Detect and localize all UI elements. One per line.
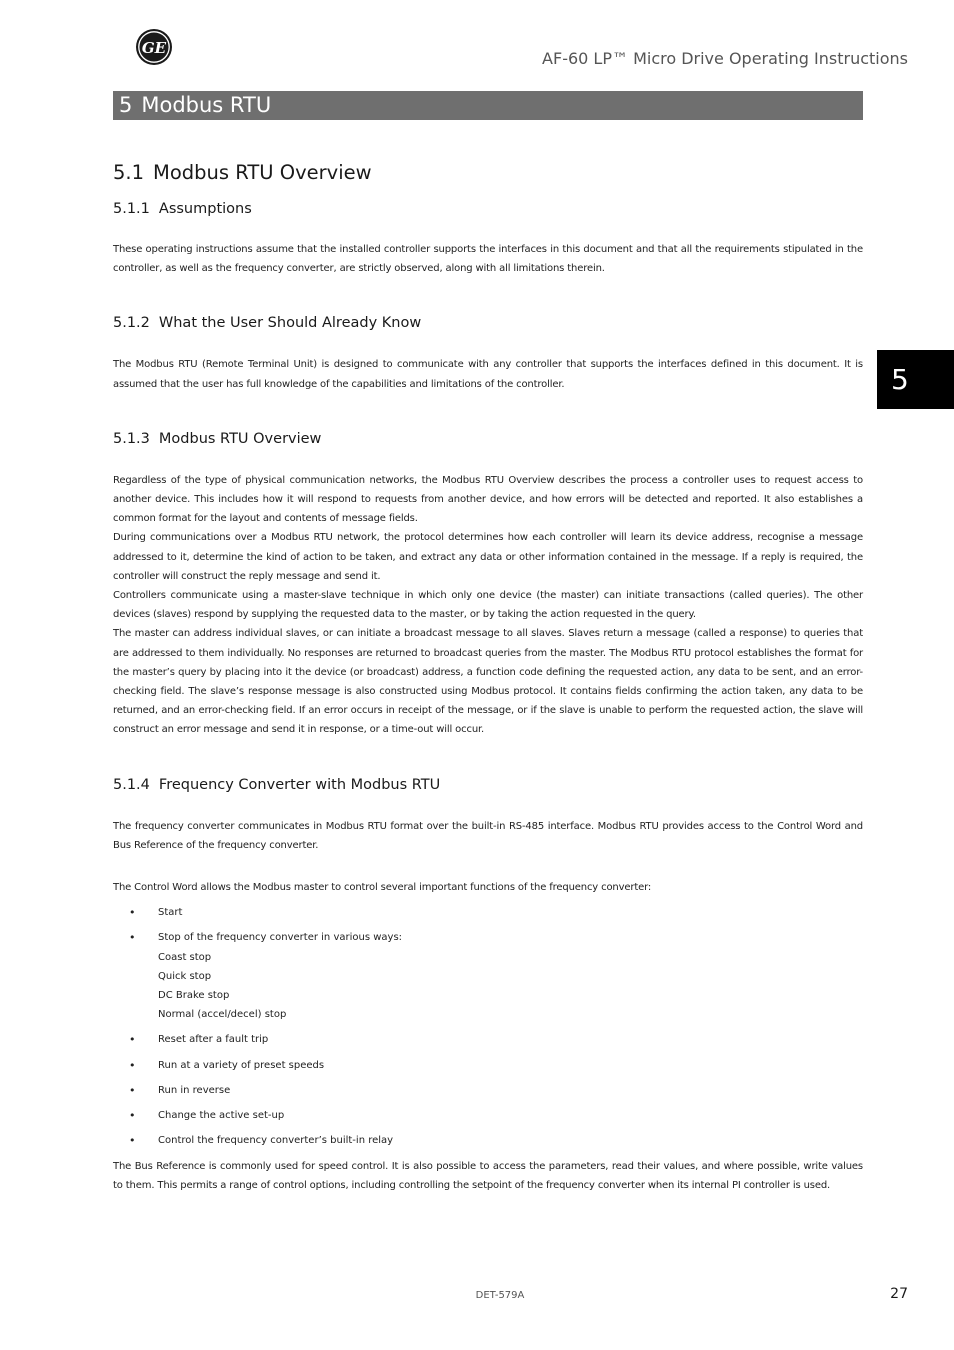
page-number: 27 [890,1286,908,1302]
ge-logo [135,28,173,66]
paragraph: The Bus Reference is commonly used for speed control. It is also possible to access the parameters, read their values, and where possible, write values to them. This permits a range of control options, including controlling the setpoint of the frequency converter when its internal PI controller is used. [113,1160,863,1191]
bullet-icon: • [129,1058,136,1072]
control-word-function-list [113,903,863,1150]
list-sub-item: Coast stop [158,951,212,963]
chapter-side-tab: 5 [877,350,954,409]
document-title: AF-60 LP™ Micro Drive Operating Instructions [542,49,908,68]
list-item-text: Stop of the frequency converter in various ways: [158,932,403,944]
list-item-text: Control the frequency converter’s built-in relay [158,1135,394,1147]
section-title: Modbus RTU Overview [153,161,372,184]
document-code: DET-579A [475,1290,525,1301]
bullet-icon: • [129,1134,136,1148]
list-item [113,1106,863,1125]
subsection-heading-frequency-converter [113,774,863,796]
bullet-icon: • [129,1109,136,1123]
chapter-title: Modbus RTU [141,93,272,117]
chapter-heading [113,91,863,120]
list-item-text: Reset after a fault trip [158,1034,269,1046]
subsection-number: 5.1.2 [113,315,150,332]
list-item [113,1056,863,1075]
subsection-title: What the User Should Already Know [158,315,422,332]
bullet-icon: • [129,1083,136,1097]
paragraph: The frequency converter communicates in Modbus RTU format over the built-in RS-485 interface. Modbus RTU provides access to the Control Word and Bus Reference of the frequency converter. [113,820,863,851]
paragraph: The Control Word allows the Modbus master to control several important functions of the frequency converter: [113,882,652,894]
page-content [113,158,863,1195]
bullet-icon: • [129,906,136,920]
list-item-text: Start [158,907,183,919]
subsection-heading-user-knowledge [113,312,863,334]
paragraph: The master can address individual slaves, or can initiate a broadcast message to all slaves. Slaves return a message (called a response) to queries that are addressed to them individually. No responses are returned to broadcast queries from the master. The Modbus RTU protocol establishes the format for the master’s query by placing into it the device (or broadcast) address, a function code defining the requested action, any data to be sent, and an error-checking field. The slave’s response message is also constructed using Modbus protocol. It contains fields confirming the action taken, any data to be returned, and an error-checking field. If an error occurs in receipt of the message, or if the slave is unable to perform the requested action, the slave will construct an error message and send it in response, or a time-out will occur. [113,628,863,736]
chapter-number: 5 [119,93,133,117]
list-item-text: Run in reverse [158,1084,231,1096]
ge-logo-text: GE [141,39,167,57]
list-sub-item: Quick stop [158,970,212,982]
section-heading [113,158,863,188]
paragraph: Regardless of the type of physical communication networks, the Modbus RTU Overview describes the process a controller uses to request access to another device. This includes how it will respond to requests from another device, and how errors will be detected and reported. It also establishes a common format for the layout and contents of message fields. [113,474,863,525]
subsection-number: 5.1.1 [113,201,150,217]
list-item-text: Change the active set-up [158,1110,285,1122]
list-item [113,1131,863,1150]
section-number: 5.1 [113,161,145,184]
bullet-icon: • [129,1033,136,1047]
subsection-title: Assumptions [158,201,252,217]
paragraph: These operating instructions assume that the installed controller supports the interfaces in this document and that all the requirements stipulated in the controller, as well as the frequency converter, are strictly observed, along with all limitations therein. [113,244,863,275]
subsection-number: 5.1.4 [113,776,150,793]
list-sub-item: Normal (accel/decel) stop [158,1009,287,1021]
subsection-title: Frequency Converter with Modbus RTU [158,776,441,793]
paragraph: The Modbus RTU (Remote Terminal Unit) is designed to communicate with any controller that supports the interfaces defined in this document. It is assumed that the user has full knowledge of the capabilities and limitations of the controller. [113,359,863,390]
list-item [113,903,863,922]
subsection-heading-rtu-overview [113,428,863,450]
list-item-text: Run at a variety of preset speeds [158,1059,325,1071]
subsection-heading-assumptions [113,198,863,220]
list-item [113,1081,863,1100]
paragraph: Controllers communicate using a master-slave technique in which only one device (the master) can initiate transactions (called queries). The other devices (slaves) respond by supplying the requested data to the master, or by taking the action requested in the query. [113,590,863,621]
subsection-number: 5.1.3 [113,430,150,447]
paragraph: During communications over a Modbus RTU network, the protocol determines how each controller will learn its device address, recognise a message addressed to it, determine the kind of action to be taken, and extract any data or other information contained in the message. If a reply is required, the controller will construct the reply message and send it. [113,532,863,582]
subsection-title: Modbus RTU Overview [158,430,322,447]
list-item [113,1030,863,1049]
list-sub-item: DC Brake stop [158,990,230,1002]
bullet-icon: • [129,931,136,945]
list-item [113,928,863,1024]
